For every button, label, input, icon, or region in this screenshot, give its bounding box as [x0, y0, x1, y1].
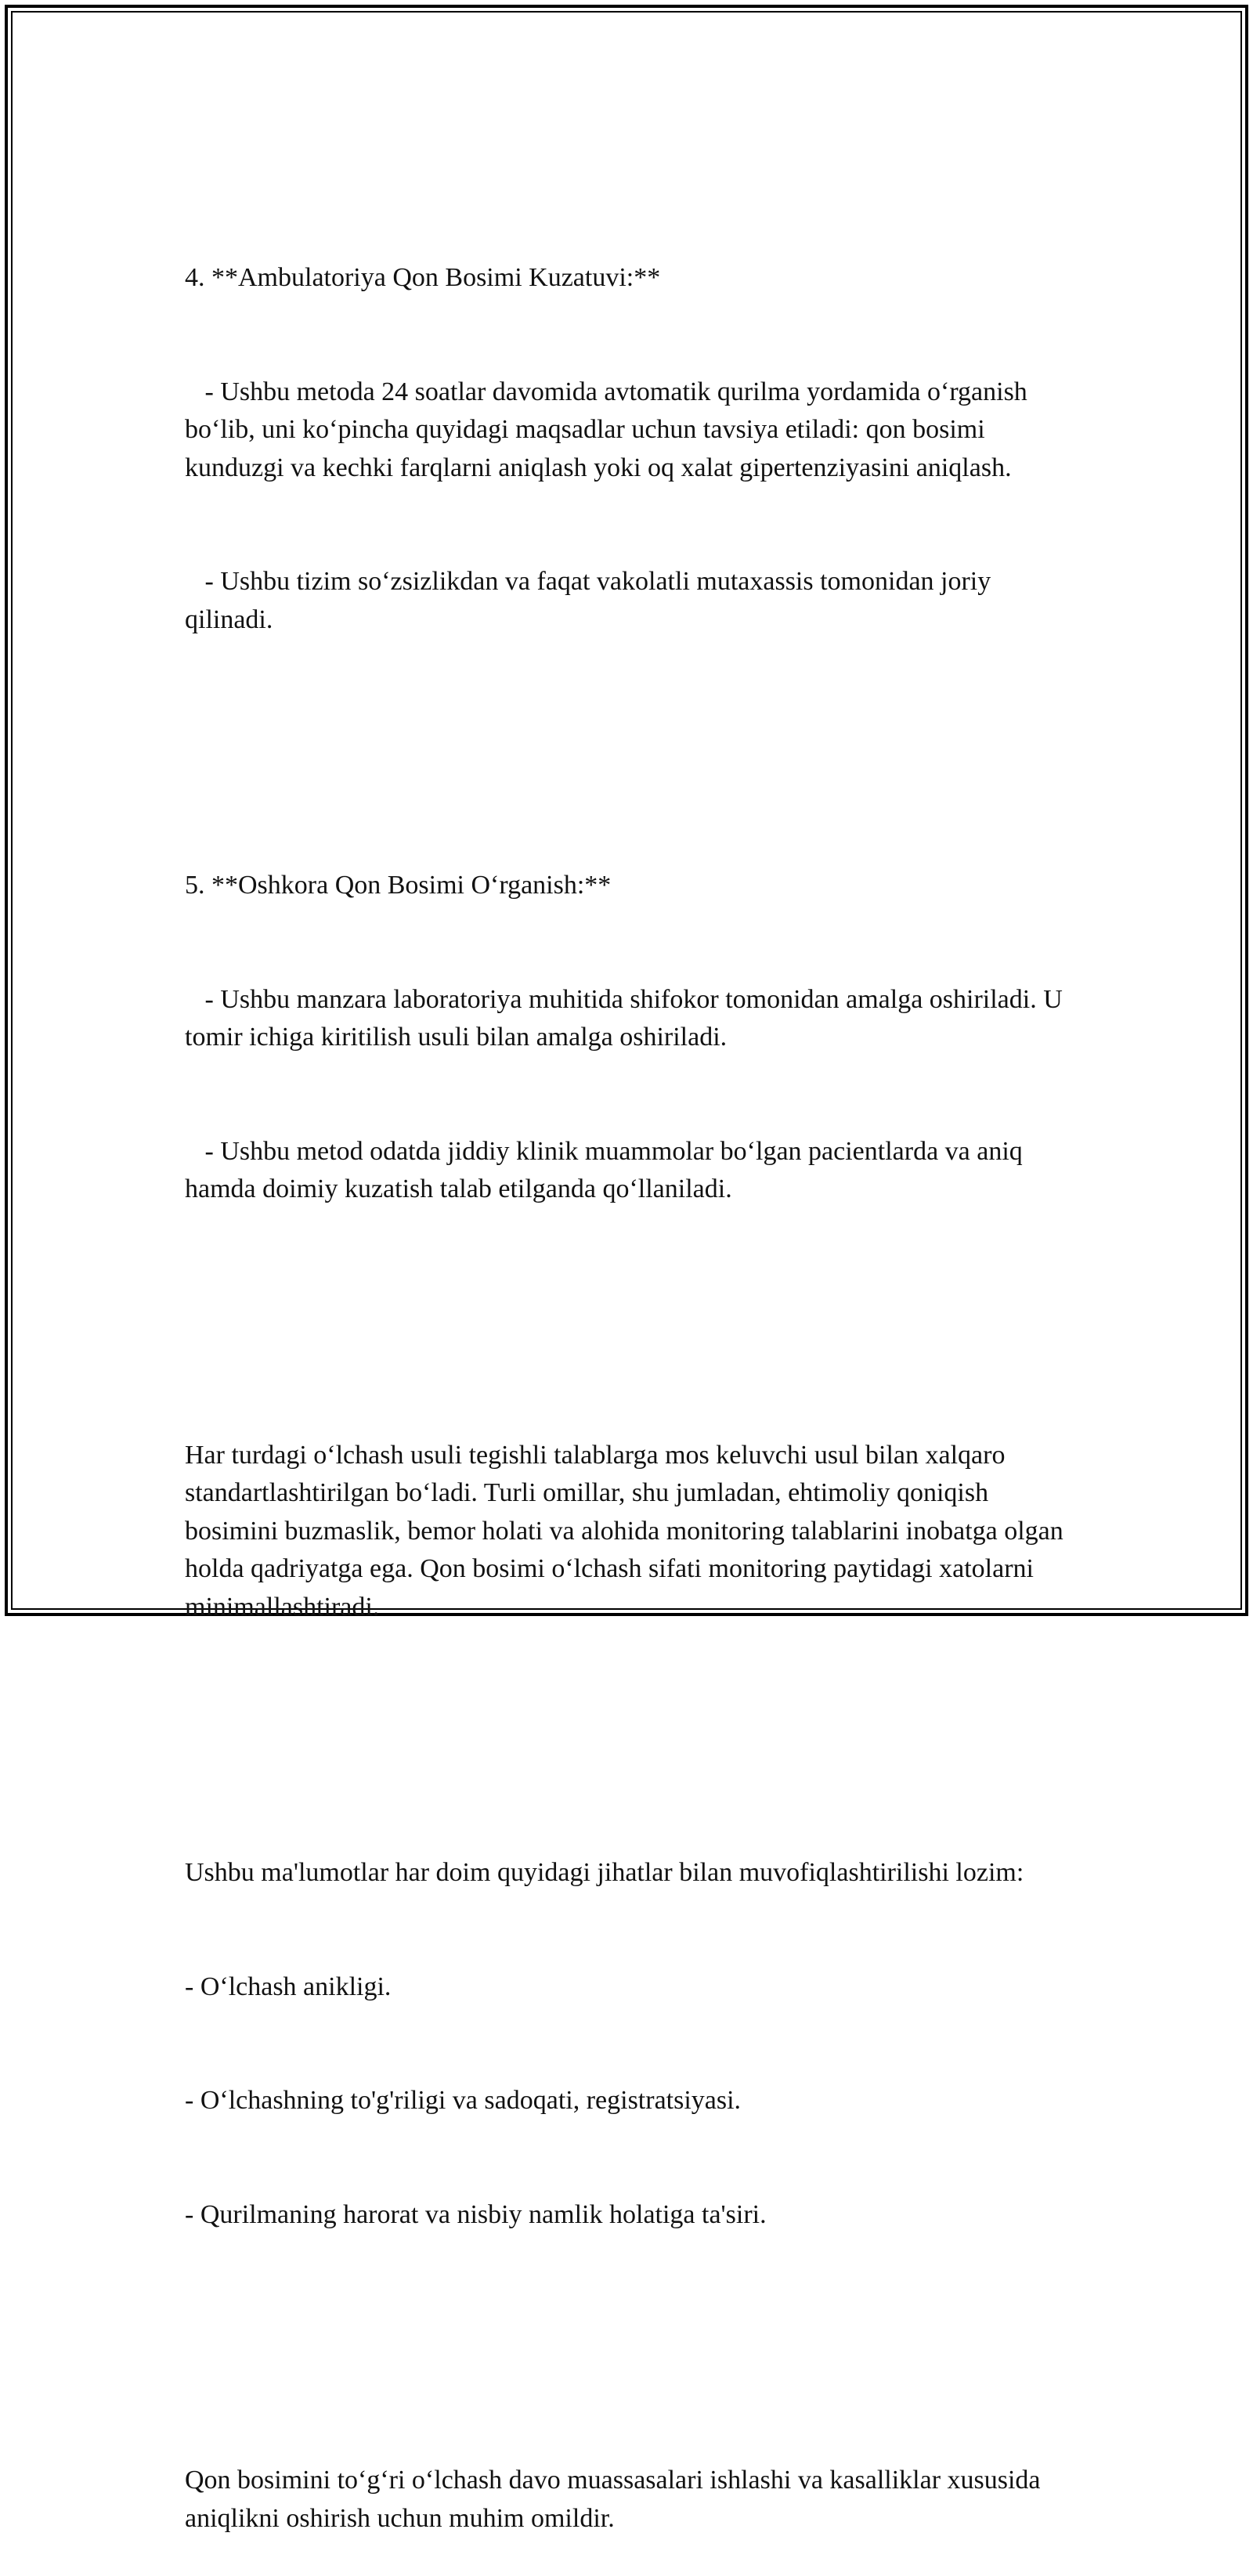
- section-5-bullet-1: - Ushbu manzara laboratoriya muhitida shifokor tomonidan amalga oshiriladi. U tomir ichiga kiritilish usuli bilan amalga oshiriladi.: [185, 984, 1070, 1052]
- document-body: [185, 183, 1078, 2576]
- list-item: - O‘lchashning to'g'riligi va sadoqati, registratsiyasi.: [185, 2086, 742, 2115]
- list-item: - O‘lchash anikligi.: [185, 1972, 392, 2001]
- paragraph-requirements-intro: Ushbu ma'lumotlar har doim quyidagi jihatlar bilan muvofiqlashtirilishi lozim:: [185, 1858, 1024, 1887]
- section-4-bullet-2: - Ushbu tizim so‘zsizlikdan va faqat vakolatli mutaxassis tomonidan joriy qilinadi.: [185, 567, 998, 634]
- paragraph-spacer: [185, 715, 1078, 753]
- section-4-heading: 4. **Ambulatoriya Qon Bosimi Kuzatuvi:**: [185, 263, 661, 292]
- section-4-bullet-1: - Ushbu metoda 24 soatlar davomida avtomatik qurilma yordamida o‘rganish bo‘lib, uni ko‘pincha quyidagi maqsadlar uchun tavsiya etiladi: qon bosimi kunduzgi va kechki farqlarni aniqlash yoki oq xalat gipertenziyasini aniqlash.: [185, 377, 1035, 482]
- section-5-heading: 5. **Oshkora Qon Bosimi O‘rganish:**: [185, 871, 612, 900]
- paragraph-conclusion: Qon bosimini to‘g‘ri o‘lchash davo muassasalari ishlashi va kasalliklar xususida aniqlikni oshirish uchun muhim omildir.: [185, 2466, 1048, 2533]
- paragraph-standards: Har turdagi o‘lchash usuli tegishli talablarga mos keluvchi usul bilan xalqaro standartlashtirilgan bo‘ladi. Turli omillar, shu jumladan, ehtimoliy qoniqish bosimini buzmaslik, bemor holati va alohida monitoring talablarini inobatga olgan holda qadriyatga ega. Qon bosimi o‘lchash sifati monitoring paytidagi xatolarni minimallashtiradi.: [185, 1440, 1071, 1622]
- paragraph-spacer: [185, 1702, 1078, 1741]
- section-5-bullet-2: - Ushbu metod odatda jiddiy klinik muammolar bo‘lgan pacientlarda va aniq hamda doimiy kuzatish talab etilganda qo‘llaniladi.: [185, 1136, 1030, 1203]
- list-item: - Qurilmaning harorat va nisbiy namlik holatiga ta'siri.: [185, 2199, 767, 2229]
- paragraph-spacer: [185, 1285, 1078, 1323]
- paragraph-spacer: [185, 2310, 1078, 2348]
